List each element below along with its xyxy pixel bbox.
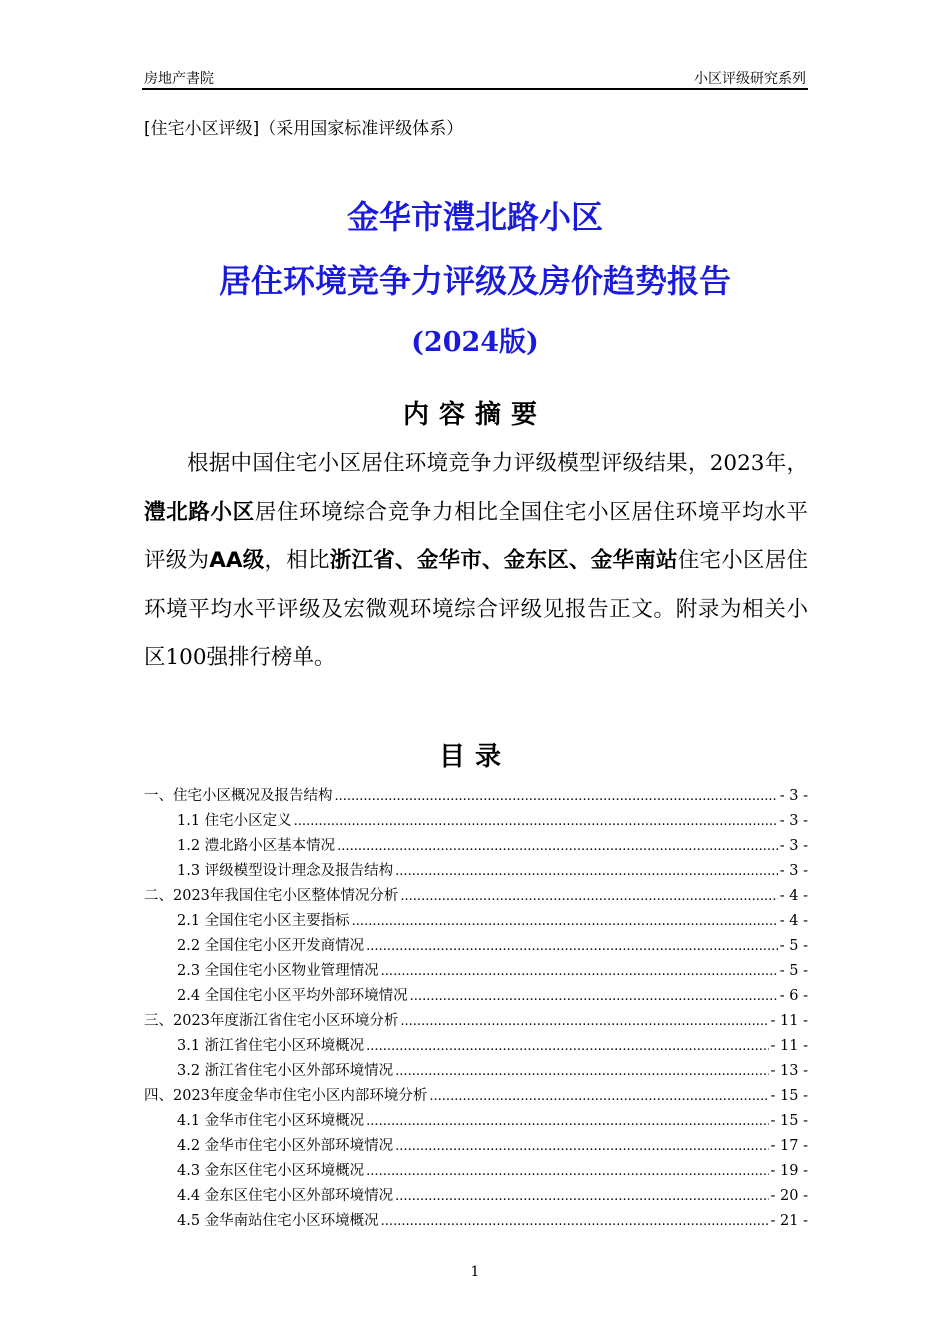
report-title-line-1: 金华市澧北路小区 [346,198,603,236]
report-edition: (2024版) [411,327,539,358]
toc-entry[interactable] [144,809,808,834]
toc-leader-dots [366,1164,768,1179]
toc-entry-label: 1.3 评级模型设计理念及报告结构 [177,863,394,879]
toc-leader-dots [366,939,778,954]
toc-leader-dots [381,964,778,979]
toc-entry[interactable] [144,1059,808,1084]
header-left-text: 房地产書院 [144,71,214,87]
toc-leader-dots [395,1064,768,1079]
toc-entry-label: 2.3 全国住宅小区物业管理情况 [177,963,379,979]
report-category-tag: [住宅小区评级]（采用国家标准评级体系） [144,119,464,139]
toc-entry[interactable] [144,784,808,809]
abstract-heading: 内容摘要 [402,400,547,430]
toc-entry-label: 2.2 全国住宅小区开发商情况 [177,938,365,954]
abstract-text: ，相比 [264,548,330,573]
toc-entry-page: - 3 - [779,838,808,854]
toc-entry-page: - 15 - [770,1088,808,1104]
toc-leader-dots [294,814,778,829]
toc-entry-page: - 3 - [779,863,808,879]
toc-leader-dots [337,839,778,854]
toc-leader-dots [429,1089,768,1104]
toc-entry[interactable] [144,1209,808,1234]
toc-entry[interactable] [144,959,808,984]
toc-entry[interactable] [144,1159,808,1184]
toc-entry-page: - 3 - [779,788,808,804]
report-title-line-2: 居住环境竞争力评级及房价趋势报告 [218,262,731,300]
toc-leader-dots [366,1114,768,1129]
toc-leader-dots [410,989,778,1004]
toc-entry-page: - 3 - [779,813,808,829]
toc-entry-page: - 5 - [779,938,808,954]
toc-entry-page: - 4 - [779,913,808,929]
header-right-text: 小区评级研究系列 [694,71,806,87]
toc-entry[interactable] [144,834,808,859]
toc-entry-label: 四、2023年度金华市住宅小区内部环境分析 [144,1088,428,1104]
toc-entry[interactable] [144,1009,808,1034]
toc-entry-page: - 5 - [779,963,808,979]
toc-entry[interactable] [144,1084,808,1109]
toc-leader-dots [400,1014,768,1029]
header-divider [142,88,808,90]
toc-entry[interactable] [144,1034,808,1059]
toc-entry[interactable] [144,984,808,1009]
toc-entry-label: 4.5 金华南站住宅小区环境概况 [177,1213,379,1229]
abstract-text: 居住环境综合竞争力相比全国住宅小区居住环境平均水平评级为 [144,499,808,573]
toc-entry-page: - 21 - [770,1213,808,1229]
toc-entry[interactable] [144,859,808,884]
table-of-contents [144,784,808,1234]
toc-entry[interactable] [144,934,808,959]
toc-leader-dots [395,1139,768,1154]
toc-entry-page: - 11 - [770,1038,808,1054]
toc-entry-label: 一、住宅小区概况及报告结构 [144,788,333,804]
toc-entry-label: 4.1 金华市住宅小区环境概况 [177,1113,365,1129]
toc-entry[interactable] [144,1109,808,1134]
toc-entry-page: - 11 - [770,1013,808,1029]
toc-entry-page: - 19 - [770,1163,808,1179]
toc-entry-label: 1.2 澧北路小区基本情况 [177,838,336,854]
toc-leader-dots [366,1039,768,1054]
toc-entry-label: 2.1 全国住宅小区主要指标 [177,913,350,929]
toc-leader-dots [395,864,778,879]
toc-leader-dots [400,889,777,904]
abstract-emphasis: AA级 [209,548,265,573]
toc-entry-label: 三、2023年度浙江省住宅小区环境分析 [144,1013,399,1029]
toc-entry-page: - 6 - [779,988,808,1004]
toc-leader-dots [335,789,778,804]
toc-entry[interactable] [144,1184,808,1209]
abstract-paragraph [144,440,808,683]
toc-heading: 目录 [438,742,511,772]
toc-entry-label: 3.2 浙江省住宅小区外部环境情况 [177,1063,394,1079]
toc-entry-label: 2.4 全国住宅小区平均外部环境情况 [177,988,408,1004]
abstract-text: 住宅小区居住环境平均水平评级及宏微观环境综合评级见报告正文。附录为相关小区100强排行榜单。 [144,548,808,670]
toc-entry-label: 4.3 金东区住宅小区环境概况 [177,1163,365,1179]
abstract-text: 根据中国住宅小区居住环境竞争力评级模型评级结果，2023年， [187,451,808,476]
toc-leader-dots [352,914,778,929]
toc-leader-dots [395,1189,768,1204]
toc-leader-dots [381,1214,769,1229]
toc-entry-label: 1.1 住宅小区定义 [177,813,292,829]
abstract-emphasis: 浙江省、金华市、金东区、金华南站 [329,548,678,573]
toc-entry-page: - 20 - [770,1188,808,1204]
toc-entry-label: 4.4 金东区住宅小区外部环境情况 [177,1188,394,1204]
toc-entry-page: - 4 - [779,888,808,904]
toc-entry[interactable] [144,1134,808,1159]
toc-entry-label: 4.2 金华市住宅小区外部环境情况 [177,1138,394,1154]
toc-entry-page: - 15 - [770,1113,808,1129]
toc-entry-label: 二、2023年我国住宅小区整体情况分析 [144,888,399,904]
toc-entry[interactable] [144,909,808,934]
page-number: 1 [470,1264,480,1280]
toc-entry-page: - 17 - [770,1138,808,1154]
abstract-emphasis: 澧北路小区 [144,499,255,525]
toc-entry-label: 3.1 浙江省住宅小区环境概况 [177,1038,365,1054]
toc-entry-page: - 13 - [770,1063,808,1079]
toc-entry[interactable] [144,884,808,909]
